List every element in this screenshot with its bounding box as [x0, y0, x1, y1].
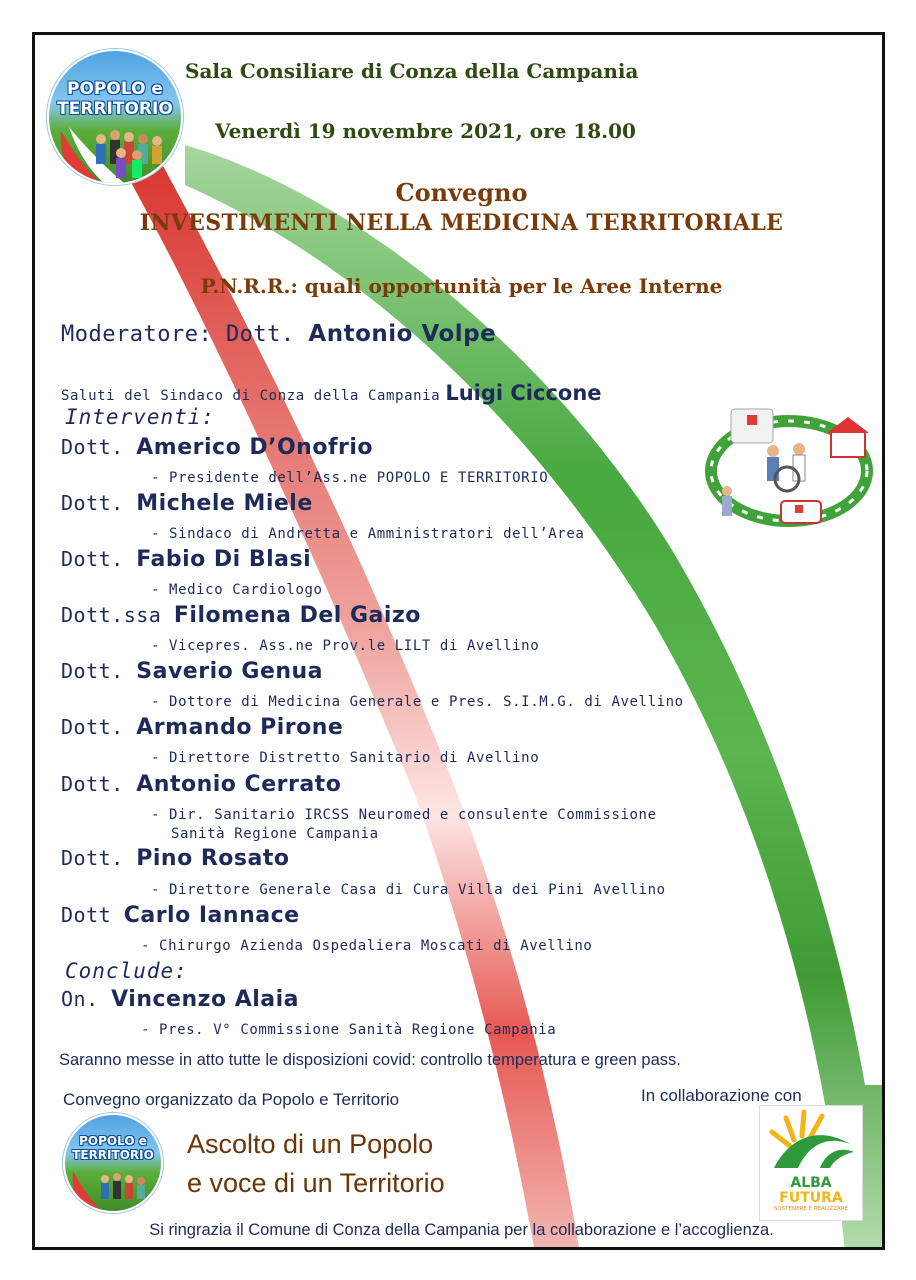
- people-crowd-icon: [49, 121, 183, 185]
- event-subtitle: P.N.R.R.: quali opportunità per le Aree Interne: [200, 274, 723, 298]
- alba-futura-logo: [759, 1105, 863, 1221]
- speaker-role: - Dir. Sanitario IRCSS Neuromed e consulente Commissione: [151, 807, 657, 823]
- partner-motto: SOSTENERE E REALIZZARE: [773, 1206, 849, 1212]
- people-crowd-icon: [65, 1165, 163, 1213]
- speaker-role: - Direttore Generale Casa di Cura Villa dei Pini Avellino: [151, 882, 666, 898]
- speaker-name: Fabio Di Blasi: [136, 547, 312, 572]
- speaker-name: Pino Rosato: [136, 846, 290, 871]
- speaker-name: Armando Pirone: [136, 715, 344, 740]
- mayor-name: Luigi Ciccone: [445, 381, 602, 405]
- speaker-name: Americo D’Onofrio: [136, 435, 374, 460]
- greeting-line: [61, 381, 602, 405]
- speaker-name: Saverio Genua: [136, 659, 324, 684]
- speaker-title: Dott: [61, 903, 112, 927]
- popolo-territorio-logo-small: [63, 1113, 163, 1213]
- speaker-role: - Medico Cardiologo: [151, 582, 323, 598]
- speaker-name-line: [61, 435, 373, 460]
- tagline: [187, 1125, 445, 1203]
- speaker-title: Dott.: [61, 659, 124, 683]
- speaker-title: Dott.: [61, 491, 124, 515]
- speaker-name-line: [61, 547, 311, 572]
- speaker-role: - Vicepres. Ass.ne Prov.le LILT di Avellino: [151, 638, 540, 654]
- partner-name-line1: ALBA: [790, 1175, 832, 1191]
- speaker-name: Antonio Cerrato: [136, 772, 342, 797]
- logo-line2: TERRITORIO: [57, 99, 173, 119]
- speaker-name: Filomena Del Gaizo: [173, 603, 421, 628]
- speaker-title: Dott.: [61, 772, 124, 796]
- interventi-label: Interventi:: [65, 405, 216, 429]
- event-title: INVESTIMENTI NELLA MEDICINA TERRITORIALE: [139, 210, 784, 236]
- tagline-line2: e voce di un Territorio: [187, 1168, 445, 1199]
- venue: Sala Consiliare di Conza della Campania: [185, 59, 639, 83]
- speaker-name-line: [61, 846, 290, 871]
- speaker-title: Dott.: [61, 715, 124, 739]
- conclusion-name: Vincenzo Alaia: [111, 987, 300, 1012]
- speaker-role: - Chirurgo Azienda Ospedaliera Moscati di Avellino: [141, 938, 593, 954]
- speaker-role-continued: Sanità Regione Campania: [171, 826, 379, 842]
- speaker-role: - Sindaco di Andretta e Amministratori dell’Area: [151, 526, 585, 542]
- logo-line2: TERRITORIO: [72, 1148, 154, 1162]
- conclusion-title: On.: [61, 987, 99, 1011]
- speaker-name-line: [61, 772, 341, 797]
- covid-notice: Saranno messe in atto tutte le disposizioni covid: controllo temperatura e green pass.: [59, 1051, 681, 1069]
- moderator-prefix: Moderatore: Dott.: [61, 322, 295, 347]
- speaker-name-line: [61, 659, 323, 684]
- collaboration-text: In collaborazione con: [641, 1086, 802, 1105]
- popolo-territorio-logo: [47, 49, 183, 185]
- partner-name-line2: FUTURA: [779, 1190, 843, 1206]
- speaker-title: Dott.: [61, 435, 124, 459]
- speaker-title: Dott.: [61, 547, 124, 571]
- healthcare-network-icon: [703, 401, 875, 531]
- speaker-role: - Dottore di Medicina Generale e Pres. S.I.M.G. di Avellino: [151, 694, 684, 710]
- greeting-text: Saluti del Sindaco di Conza della Campania: [61, 388, 441, 404]
- logo-line1: POPOLO e: [79, 1134, 147, 1148]
- speaker-name: Carlo Iannace: [123, 903, 300, 928]
- speaker-name-line: [61, 603, 421, 628]
- speaker-name: Michele Miele: [136, 491, 313, 516]
- poster-frame: [32, 32, 885, 1250]
- speaker-title: Dott.ssa: [61, 603, 162, 627]
- organizer-text: Convegno organizzato da Popolo e Territorio: [63, 1090, 400, 1109]
- moderator-line: [61, 321, 496, 347]
- speaker-role: - Direttore Distretto Sanitario di Avellino: [151, 750, 540, 766]
- sun-icon: [760, 1106, 864, 1176]
- speaker-name-line: [61, 491, 313, 516]
- speaker-name-line: [61, 903, 300, 928]
- speaker-title: Dott.: [61, 846, 124, 870]
- speaker-name-line: [61, 715, 343, 740]
- event-date: Venerdì 19 novembre 2021, ore 18.00: [215, 119, 636, 143]
- logo-line1: POPOLO e: [67, 79, 163, 99]
- tagline-line1: Ascolto di un Popolo: [187, 1129, 434, 1159]
- conclude-label: Conclude:: [65, 959, 188, 983]
- moderator-name: Antonio Volpe: [308, 321, 497, 347]
- conclusion-role: - Pres. V° Commissione Sanità Regione Campania: [141, 1022, 557, 1038]
- conclusion-name-line: [61, 987, 299, 1012]
- thanks-note: Si ringrazia il Comune di Conza della Campania per la collaborazione e l’accoglienza.: [149, 1221, 774, 1239]
- event-type: Convegno: [395, 178, 528, 207]
- speaker-role: - Presidente dell’Ass.ne POPOLO E TERRITORIO: [151, 470, 549, 486]
